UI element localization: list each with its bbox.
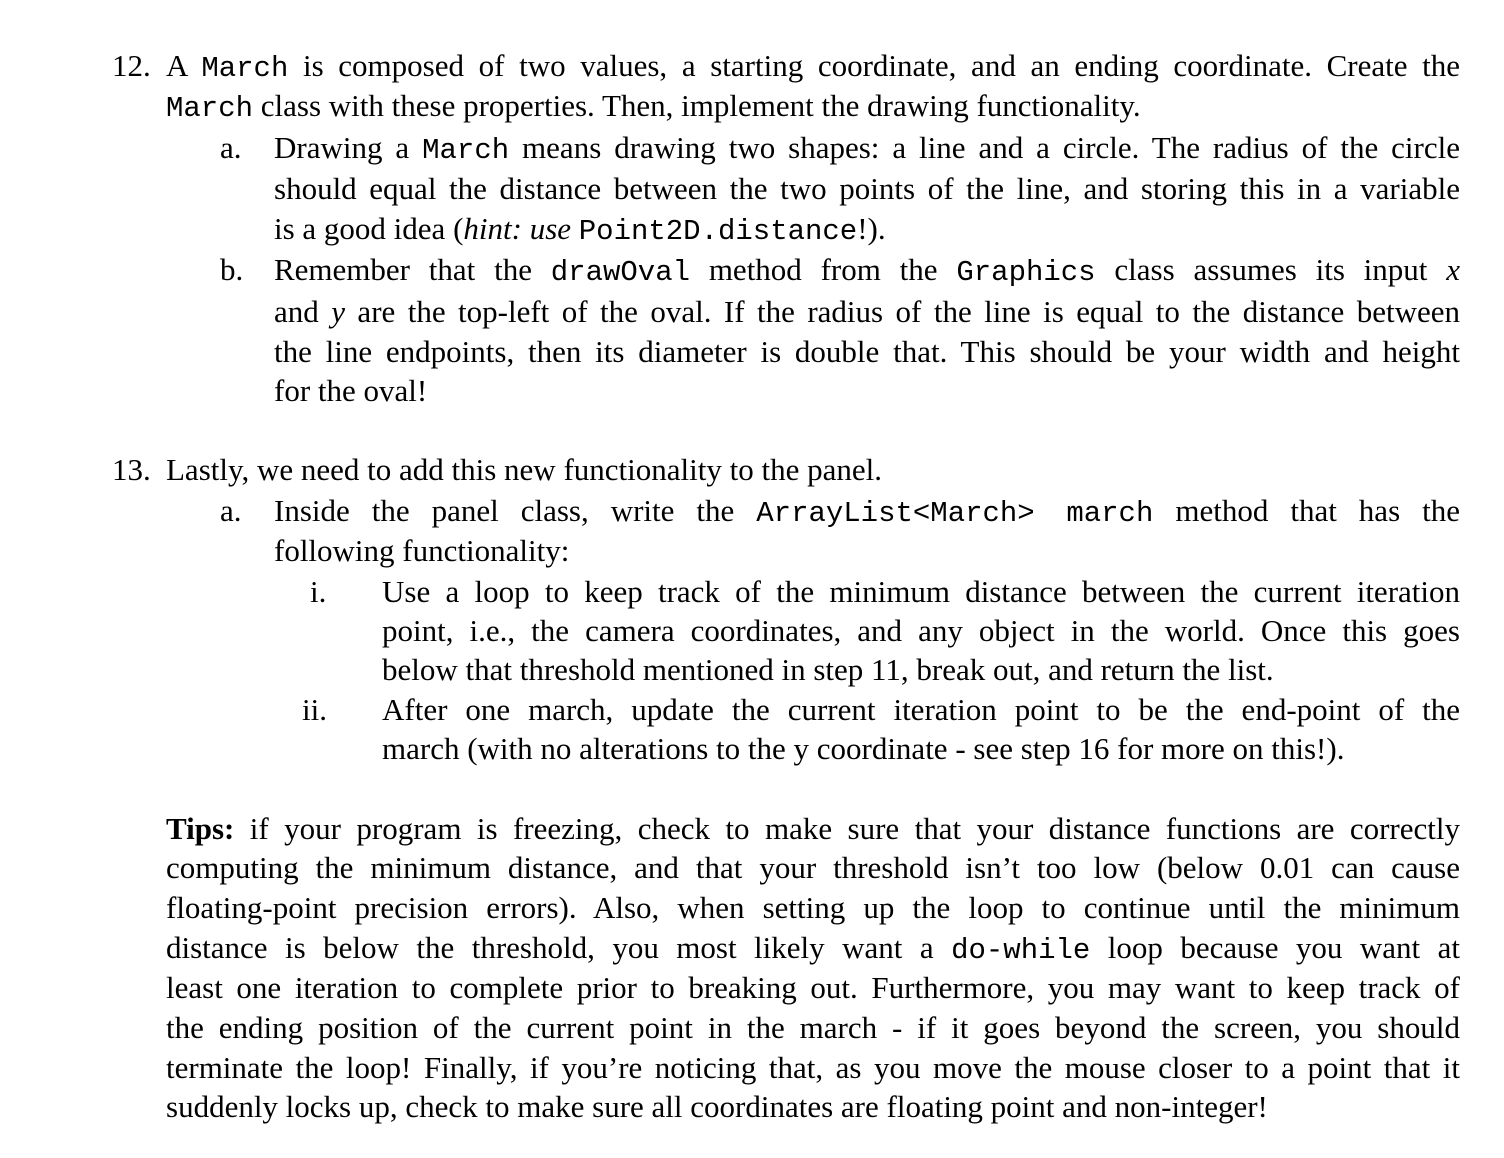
code-march: March — [422, 134, 510, 167]
item-12-number: 12. — [112, 48, 151, 83]
code-arraylist-march: ArrayList<March> march — [756, 497, 1154, 530]
tips-line-2: computing the minimum distance, and that your threshold isn’t too low (below 0.01 can cause — [166, 850, 1460, 885]
item-13a-ii-line-2: march (with no alterations to the y coordinate - see step 16 for more on this!). — [382, 731, 1345, 766]
item-13a-i-line-3: below that threshold mentioned in step 11, break out, and return the list. — [382, 652, 1274, 687]
item-13a-i-marker: i. — [310, 574, 327, 609]
item-12b-line-3: the line endpoints, then its diameter is double that. This should be your width and height — [274, 334, 1460, 369]
item-13-intro: Lastly, we need to add this new functionality to the panel. — [166, 452, 882, 487]
hint-text: hint: use — [463, 211, 579, 246]
item-13a-ii-line-1: After one march, update the current iteration point to be the end-point of the — [382, 692, 1460, 727]
tips-line-1: Tips: if your program is freezing, check to make sure that your distance functions are correctly — [166, 811, 1460, 846]
code-drawoval: drawOval — [550, 256, 691, 289]
tips-line-5: least one iteration to complete prior to breaking out. Furthermore, you may want to keep track of — [166, 970, 1460, 1005]
item-12a-line-3: is a good idea (hint: use Point2D.distance!). — [274, 211, 886, 248]
tips-line-4: distance is below the threshold, you most likely want a do-while loop because you want at — [166, 930, 1460, 967]
item-13a-i-line-2: point, i.e., the camera coordinates, and any object in the world. Once this goes — [382, 613, 1460, 648]
item-12-intro-line-2: March class with these properties. Then, implement the drawing functionality. — [166, 88, 1141, 125]
item-12a-marker: a. — [220, 130, 242, 165]
item-12a-line-1: Drawing a March means drawing two shapes: a line and a circle. The radius of the circle — [274, 130, 1461, 167]
tips-line-3: floating-point precision errors). Also, when setting up the loop to continue until the minimum — [166, 890, 1460, 925]
item-13-number: 13. — [112, 452, 151, 487]
tips-label: Tips: — [166, 811, 235, 846]
item-12b-line-2: and y are the top-left of the oval. If the radius of the line is equal to the distance between — [274, 294, 1460, 329]
item-13a-line-2: following functionality: — [274, 533, 570, 568]
code-graphics: Graphics — [956, 256, 1096, 289]
code-do-while: do-while — [951, 934, 1091, 967]
item-12b-line-4: for the oval! — [274, 373, 428, 408]
code-march: March — [201, 52, 289, 85]
tips-line-8: suddenly locks up, check to make sure all coordinates are floating point and non-integer! — [166, 1089, 1268, 1124]
item-13a-line-1: Inside the panel class, write the ArrayList<March> march method that has the — [274, 493, 1460, 530]
item-12-intro-line-1: A March is composed of two values, a starting coordinate, and an ending coordinate. Create the — [166, 48, 1460, 85]
code-point2d-distance: Point2D.distance — [578, 215, 858, 248]
item-12b-line-1: Remember that the drawOval method from the Graphics class assumes its input x — [274, 252, 1460, 289]
item-13a-i-line-1: Use a loop to keep track of the minimum distance between the current iteration — [382, 574, 1460, 609]
tips-line-7: terminate the loop! Finally, if you’re noticing that, as you move the mouse closer to a point that it — [166, 1050, 1460, 1085]
item-12b-marker: b. — [220, 252, 244, 287]
code-march: March — [166, 92, 254, 125]
item-13a-marker: a. — [220, 493, 242, 528]
item-12a-line-2: should equal the distance between the two points of the line, and storing this in a variable — [274, 171, 1460, 206]
item-13a-ii-marker: ii. — [302, 692, 327, 727]
tips-line-6: the ending position of the current point in the march - if it goes beyond the screen, you should — [166, 1010, 1460, 1045]
